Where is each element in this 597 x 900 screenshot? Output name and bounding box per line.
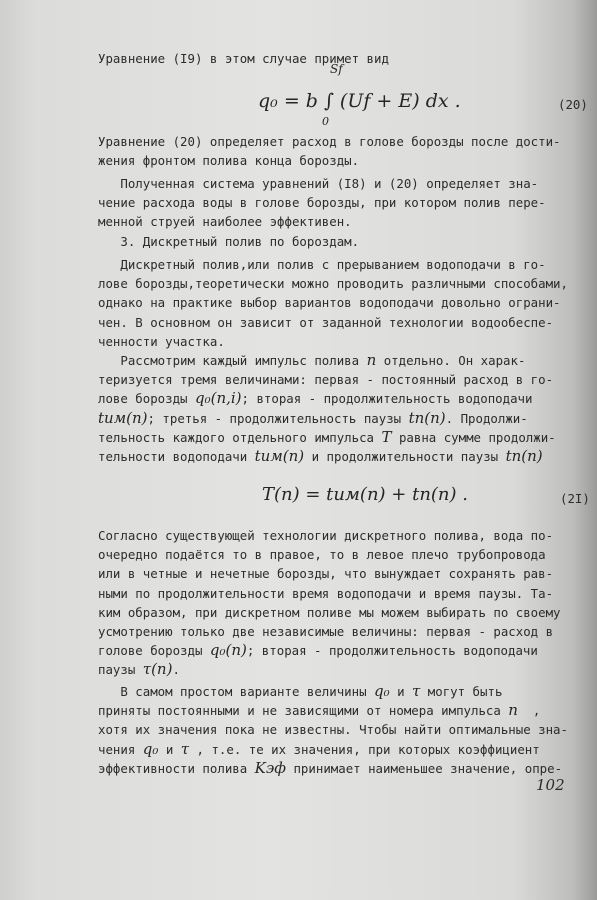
text-line: ными по продолжительности время водоподачи и время паузы. Та- (98, 585, 554, 601)
text-line: однако на практике выбор вариантов водоподачи довольно ограни- (98, 295, 561, 311)
math-t-p: tп(n) (408, 408, 446, 427)
math-q0: q₀ (142, 739, 159, 758)
equation-number-21: (2I) (560, 491, 590, 506)
text-line: очередно подаётся то в правое, то в левое плечо трубопровода (98, 547, 546, 563)
paragraph-2 (98, 174, 595, 232)
integral-upper-limit: Sf (330, 62, 343, 76)
text-line: Полученная система уравнений (I8) и (20) определяет зна- (98, 176, 539, 191)
text-line: чен. В основном он зависит от заданной технологии водообеспе- (98, 314, 554, 330)
math-q0: q₀ (374, 682, 390, 700)
math-t-im: tим(n) (98, 408, 148, 427)
text-line: Дискретный полив,или полив с прерыванием водоподачи в го- (98, 257, 546, 272)
text-line: или в четные и нечетные борозды, что вынуждает сохранять рав- (98, 566, 554, 582)
text-line: Согласно существующей технологии дискретного полива, вода по- (98, 528, 554, 543)
text-line: тельность каждого отдельного импульса T равна сумме продолжи- (98, 427, 556, 446)
text-line: приняты постоянными и не зависящими от номера импульса n , (98, 701, 541, 720)
text-line: Рассмотрим каждый импульс полива n отдельно. Он харак- (98, 351, 526, 369)
math-T: T (381, 427, 392, 446)
text-line: Уравнение (I9) в этом случае примет вид (98, 51, 389, 66)
text-line: голове борозды q₀(n); вторая - продолжительность водоподачи (98, 641, 538, 660)
math-tau: τ (180, 739, 190, 758)
text-line: ким образом, при дискретном поливе мы можем выбирать по своему (98, 604, 561, 620)
page-number: 102 (536, 776, 565, 794)
math-n: n (508, 701, 518, 720)
math-q0-n-i: q₀(n,i) (194, 389, 242, 408)
integral-lower-limit: 0 (322, 115, 329, 128)
text-line: тельности водоподачи tим(n) и продолжительности паузы tп(n) (98, 446, 543, 465)
text-line: теризуется тремя величинами: первая - постоянный расход в го- (98, 372, 554, 388)
text-line: хотя их значения пока не известны. Чтобы найти оптимальные зна- (98, 722, 568, 738)
math-tau-n: τ(n) (142, 660, 173, 679)
heading-text: 3. Дискретный полив по бороздам. (98, 234, 360, 249)
text-line: ченности участка. (98, 333, 225, 349)
paragraph-4 (98, 351, 595, 466)
math-t-im: tим(n) (254, 446, 305, 465)
paragraph-5 (98, 526, 595, 680)
text-line: лове борозды,теоретически можно проводить различными способами, (98, 276, 568, 292)
math-q0-n: q₀(n) (209, 641, 247, 660)
paragraph-3 (98, 255, 595, 351)
text-line: лове борозды q₀(n,i); вторая - продолжительность водоподачи (98, 389, 533, 408)
equation-20: q₀ = b ∫ (Uf + E) dx . (258, 90, 461, 112)
text-line: эффективности полива Kэф принимает наименьшее значение, опре- (98, 758, 563, 777)
text-line: усмотрению только две независимые величины: первая - расход в (98, 623, 554, 639)
math-k-ef: Kэф (254, 758, 287, 777)
text-line: В самом простом варианте величины q₀ и τ могут быть (98, 682, 503, 700)
paragraph-6 (98, 682, 595, 778)
text-line: чение расхода воды в голове борозды, при котором полив пере- (98, 195, 546, 211)
math-t-p: tп(n) (505, 446, 543, 465)
text-line: менной струей наиболее эффективен. (98, 214, 352, 230)
text-line: Уравнение (20) определяет расход в голове борозды после дости- (98, 134, 561, 149)
equation-number-20: (20) (558, 97, 588, 112)
math-tau: τ (412, 682, 421, 700)
equation-21: T(n) = tим(n) + tп(n) . (262, 484, 468, 505)
section-heading (98, 232, 595, 251)
text-line: чения q₀ и τ , т.е. те их значения, при которых коэффициент (98, 739, 540, 758)
text-line: жения фронтом полива конца борозды. (98, 153, 360, 169)
text-line: паузы τ(n). (98, 660, 180, 679)
intro-paragraph (98, 49, 595, 68)
text-line: tим(n); третья - продолжительность паузы tп(n). Продолжи- (98, 408, 528, 427)
paragraph-1 (98, 132, 595, 170)
math-n: n (366, 351, 377, 369)
